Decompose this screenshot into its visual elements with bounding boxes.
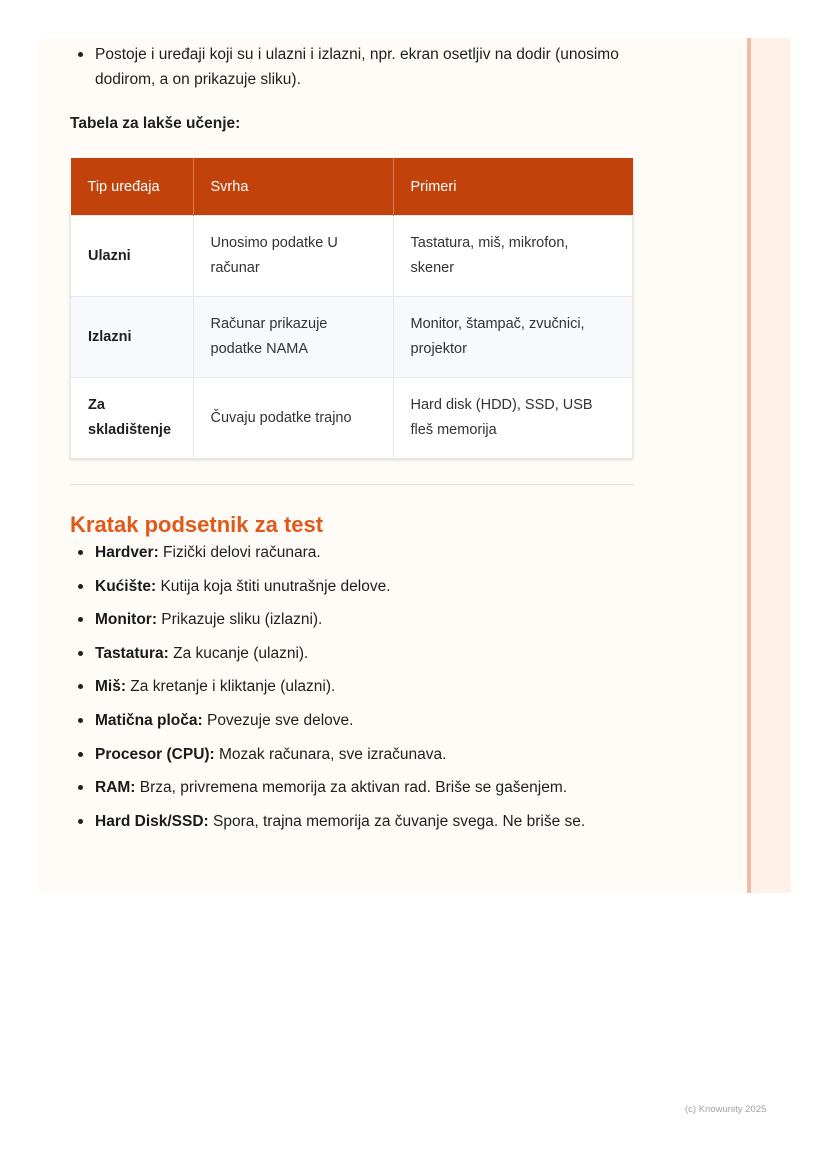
- table-cell: Tastatura, miš, mikrofon, skener: [393, 216, 633, 297]
- table-cell: Izlazni: [71, 297, 194, 378]
- list-item-term: Hardver:: [95, 544, 159, 561]
- table-title: Tabela za lakše učenje:: [70, 115, 241, 132]
- table-header-cell: Tip uređaja: [71, 158, 194, 216]
- table-header-cell: Primeri: [393, 158, 633, 216]
- list-item: [70, 607, 634, 632]
- intro-list: [70, 42, 634, 92]
- list-item: [70, 540, 634, 565]
- list-item-text: Mozak računara, sve izračunava.: [214, 745, 447, 763]
- list-item-text: Prikazuje sliku (izlazni).: [156, 611, 323, 629]
- list-item: [70, 574, 634, 599]
- list-item-term: Monitor:: [95, 611, 157, 629]
- table-header-row: [71, 158, 633, 216]
- list-item: [70, 742, 634, 767]
- list-item-term: Tastatura:: [95, 644, 169, 662]
- table-cell: Za skladištenje: [71, 378, 194, 459]
- list-item-term: Kućište:: [95, 577, 157, 595]
- table-cell: Ulazni: [71, 216, 194, 297]
- list-item: [70, 708, 634, 733]
- table-cell: Unosimo podatke U računar: [193, 216, 393, 297]
- copyright-footer: (c) Knowunity 2025: [685, 1104, 767, 1115]
- list-item-text: Fizički delovi računara.: [158, 544, 321, 561]
- list-item-term: Hard Disk/SSD:: [95, 812, 209, 830]
- device-types-table: [70, 158, 633, 459]
- summary-list: [70, 540, 634, 834]
- table-row: [71, 216, 633, 297]
- list-item-text: Povezuje sve delove.: [202, 711, 354, 729]
- table-cell: Hard disk (HDD), SSD, USB fleš memorija: [393, 378, 633, 459]
- table-cell: Monitor, štampač, zvučnici, projektor: [393, 297, 633, 378]
- section-heading: Kratak podsetnik za test: [70, 512, 324, 537]
- list-item-term: RAM:: [95, 779, 136, 797]
- document-content: [70, 38, 634, 842]
- list-item: [70, 674, 634, 699]
- list-item-term: Procesor (CPU):: [95, 745, 215, 763]
- list-item-text: Spora, trajna memorija za čuvanje svega. Ne briše se.: [208, 812, 586, 830]
- list-item-text: Kutija koja štiti unutrašnje delove.: [156, 577, 391, 595]
- table-cell: Čuvaju podatke trajno: [193, 378, 393, 459]
- table-cell: Računar prikazuje podatke NAMA: [193, 297, 393, 378]
- list-item-term: Matična ploča:: [95, 711, 203, 729]
- list-item-text: Brza, privremena memorija za aktivan rad. Briše se gašenjem.: [135, 779, 568, 797]
- list-item: [70, 775, 634, 800]
- table-header-cell: Svrha: [193, 158, 393, 216]
- table-row: [71, 378, 633, 459]
- list-item-text: Za kretanje i kliktanje (ulazni).: [126, 678, 336, 696]
- list-item: [70, 641, 634, 666]
- table-row: [71, 297, 633, 378]
- side-panel: [751, 38, 791, 893]
- list-item: Postoje i uređaji koji su i ulazni i izlazni, npr. ekran osetljiv na dodir (unosimo dodirom, a on prikazuje sliku).: [70, 42, 634, 92]
- section-divider: [70, 484, 634, 485]
- list-item-term: Miš:: [95, 678, 126, 696]
- list-item: [70, 809, 634, 834]
- list-item-text: Za kucanje (ulazni).: [168, 644, 309, 662]
